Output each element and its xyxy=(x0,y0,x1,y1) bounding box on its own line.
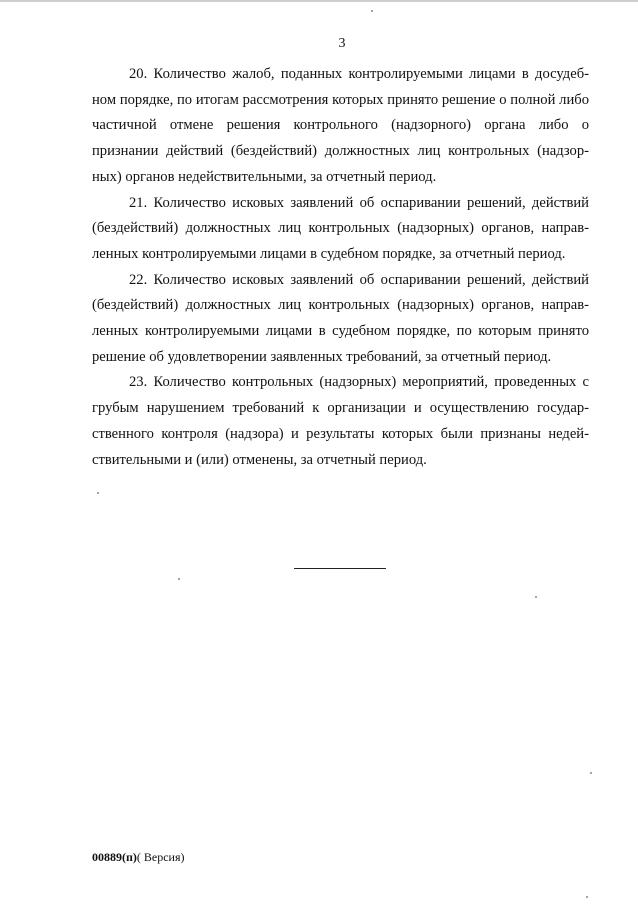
footer-version-label: ( Версия) xyxy=(136,850,185,864)
scan-speck xyxy=(535,596,537,598)
paragraph-item-23: 23. Количество контрольных (надзорных) мероприятий, проведенных с грубым нарушением требований к организации и осуществлению государственного контроля (надзора) и результаты которых были признаны недействительными и (или) отменены, за отчетный период. xyxy=(92,374,589,468)
page-number: 3 xyxy=(338,36,346,51)
scan-speck xyxy=(371,10,373,12)
paragraph-item-22: 22. Количество исковых заявлений об оспаривании решений, действий (бездействий) должностных лиц контрольных (надзорных) органов, направленных контролируемыми лицами в судебном порядке, по которым принято решение об удовлетворении заявленных требований, за отчетный период. xyxy=(92,271,589,365)
scan-top-edge xyxy=(0,0,638,2)
end-separator-line xyxy=(294,568,386,569)
document-body xyxy=(92,62,589,473)
scan-speck xyxy=(586,896,588,898)
footer-document-code xyxy=(92,850,185,865)
paragraph-item-20: 20. Количество жалоб, поданных контролируемыми лицами в досудебном порядке, по итогам рассмотрения которых принято решение о полной либо частичной отмене решения контрольного (надзорного) органа либо о признании действий (бездействий) должностных лиц контрольных (надзорных) органов недействительными, за отчетный период. xyxy=(92,66,589,185)
paragraph-item-21: 21. Количество исковых заявлений об оспаривании решений, действий (бездействий) должностных лиц контрольных (надзорных) органов, направленных контролируемыми лицами в судебном порядке, за отчетный период. xyxy=(92,194,589,262)
footer-code: 00889(п) xyxy=(92,850,137,864)
scan-speck xyxy=(97,492,99,494)
scan-speck xyxy=(590,772,592,774)
scan-speck xyxy=(178,578,180,580)
